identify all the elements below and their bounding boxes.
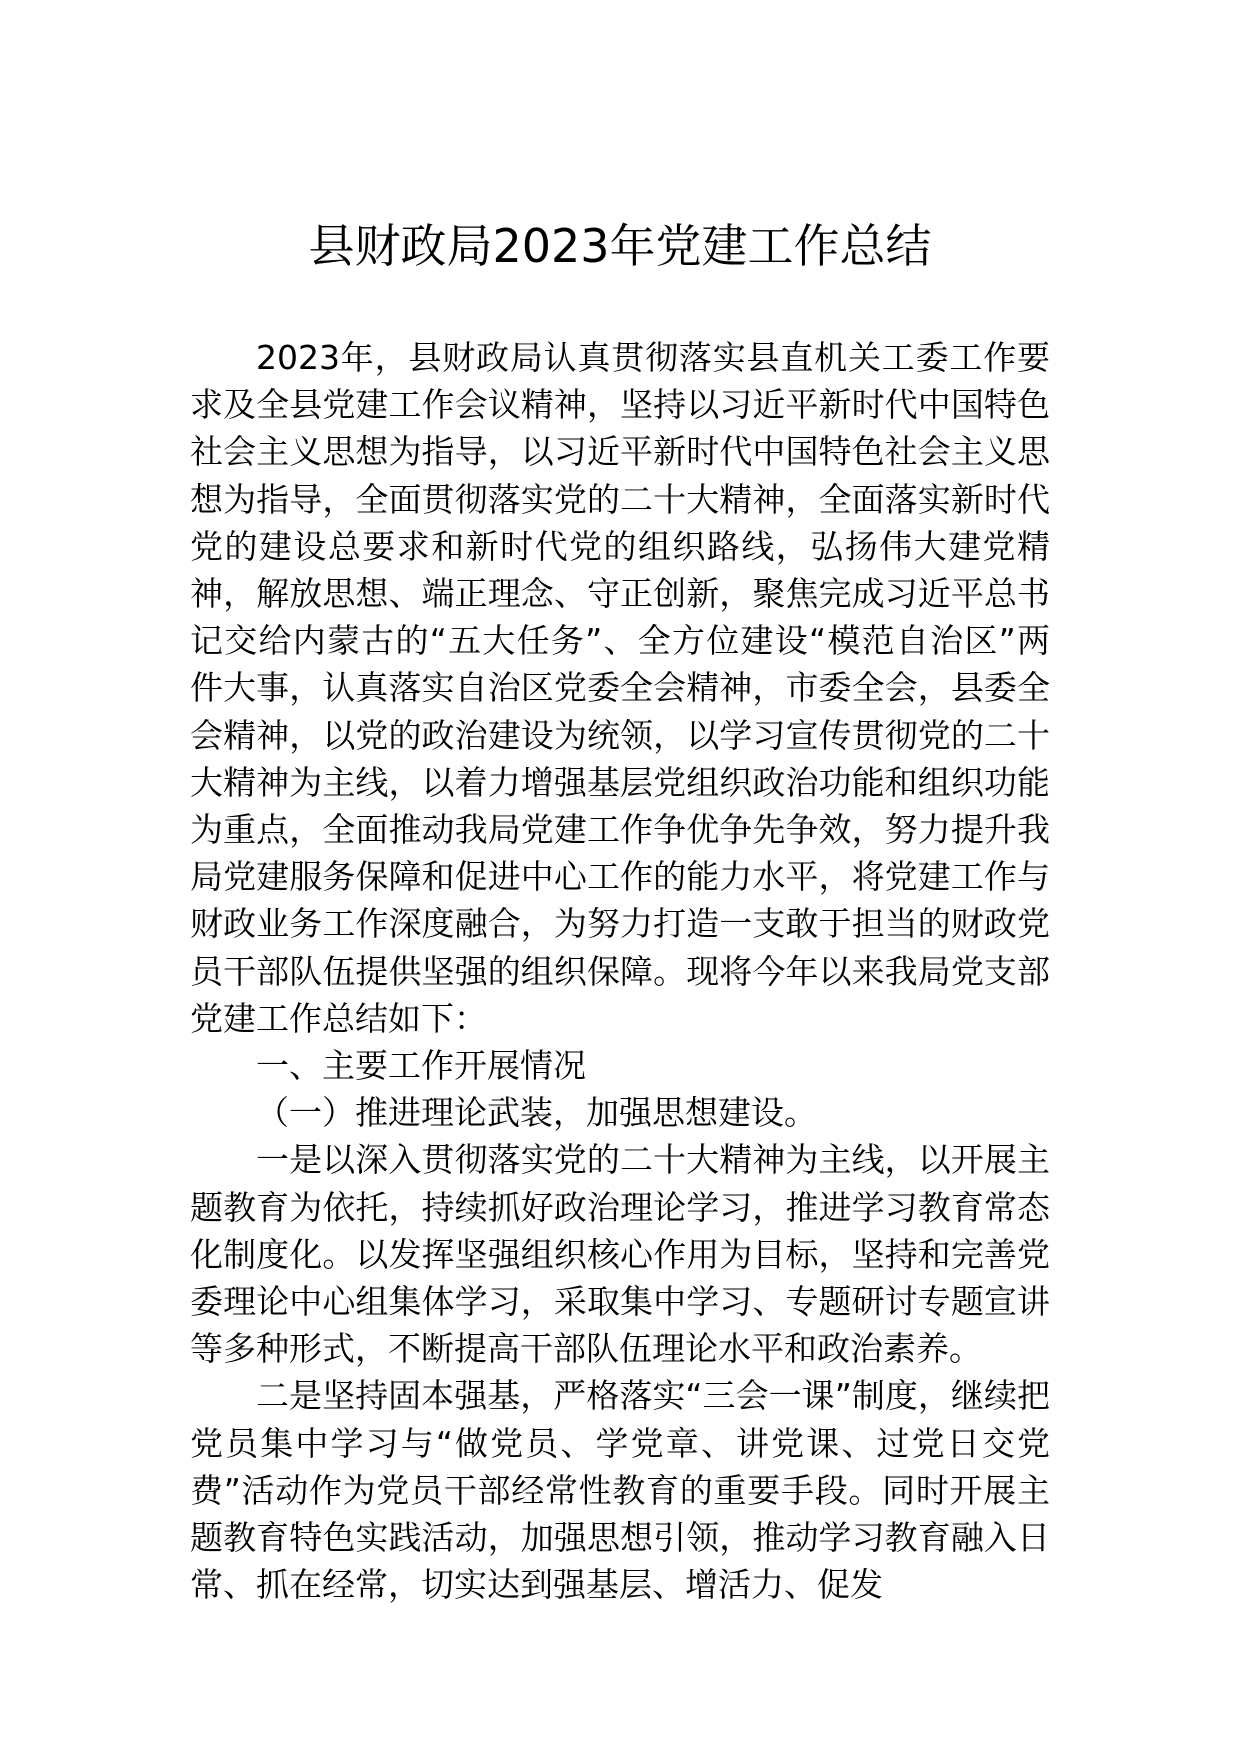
document-title: 县财政局2023年党建工作总结 (308, 219, 932, 273)
document-page (190, 0, 1050, 1754)
section-heading: 一、主要工作开展情况 (256, 1046, 586, 1086)
subsection-heading: （一）推进理论武装，加强思想建设。 (256, 1093, 817, 1133)
body-paragraph: 一是以深入贯彻落实党的二十大精神为主线，以开展主题教育为依托，持续抓好政治理论学习，推进学习教育常态化制度化。以发挥坚强组织核心作用为目标，坚持和完善党委理论中心组集体学习，采取集中学习、专题研讨专题宣讲等多种形式，不断提高干部队伍理论水平和政治素养。 (190, 1140, 1050, 1369)
intro-paragraph: 2023年，县财政局认真贯彻落实县直机关工委工作要求及全县党建工作会议精神，坚持以习近平新时代中国特色社会主义思想为指导，以习近平新时代中国特色社会主义思想为指导，全面贯彻落实党的二十大精神，全面落实新时代党的建设总要求和新时代党的组织路线，弘扬伟大建党精神，解放思想、端正理念、守正创新，聚焦完成习近平总书记交给内蒙古的“五大任务”、全方位建设“模范自治区”两件大事，认真落实自治区党委全会精神，市委全会，县委全会精神，以党的政治建设为统领，以学习宣传贯彻党的二十大精神为主线，以着力增强基层党组织政治功能和组织功能为重点，全面推动我局党建工作争优争先争效，努力提升我局党建服务保障和促进中心工作的能力水平，将党建工作与财政业务工作深度融合，为努力打造一支敢于担当的财政党员干部队伍提供坚强的组织保障。现将今年以来我局党支部党建工作总结如下： (190, 338, 1050, 1038)
body-paragraph: 二是坚持固本强基，严格落实“三会一课”制度，继续把党员集中学习与“做党员、学党章、讲党课、过党日交党费”活动作为党员干部经常性教育的重要手段。同时开展主题教育特色实践活动，加强思想引领，推动学习教育融入日常、抓在经常，切实达到强基层、增活力、促发 (190, 1376, 1050, 1605)
document-body (190, 334, 1050, 1608)
